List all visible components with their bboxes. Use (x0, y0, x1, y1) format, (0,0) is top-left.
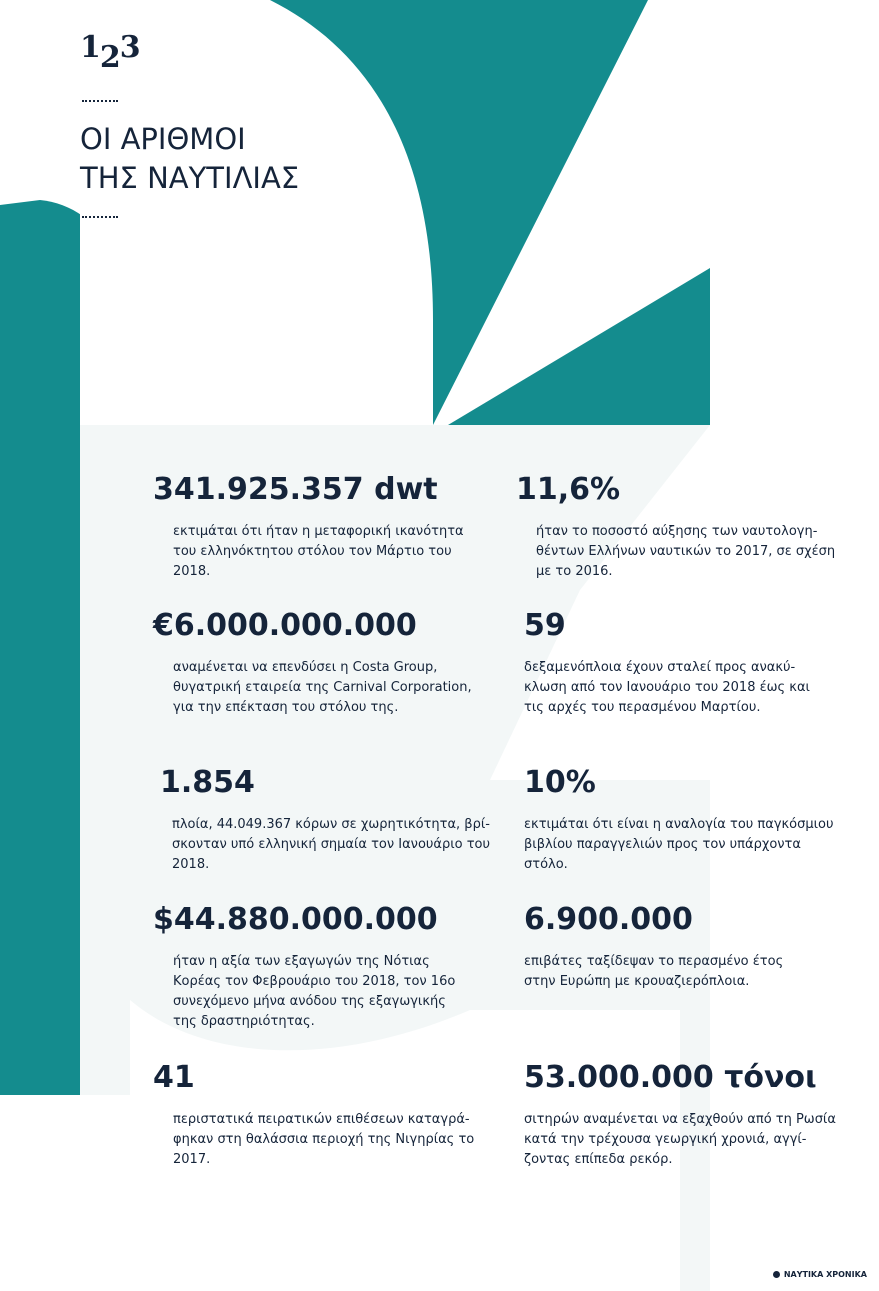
stat-description: σιτηρών αναμένεται να εξαχθούν από τη Ρωσία κατά την τρέχουσα γεωργική χρονιά, αγγί-ζοντας επίπεδα ρεκόρ. (524, 1112, 836, 1167)
page-title (80, 120, 299, 198)
stat-description: περιστατικά πειρατικών επιθέσεων καταγρά-φηκαν στη θαλάσσια περιοχή της Νιγηρίας το 2017. (173, 1112, 475, 1167)
divider-top (82, 100, 118, 102)
publisher-brand (773, 1270, 867, 1279)
stat-value: 1.854 (160, 765, 255, 800)
stat-seafarers-increase (516, 472, 846, 582)
stat-value: 341.925.357 dwt (153, 472, 438, 507)
stat-description: αναμένεται να επενδύσει η Costa Group, θυγατρική εταιρεία της Carnival Corporation, για την επέκταση του στόλου της. (173, 660, 472, 715)
stat-description: δεξαμενόπλοια έχουν σταλεί προς ανακύ-κλωση από τον Ιανουάριο του 2018 έως και τις αρχές του περασμένου Μαρτίου. (524, 660, 810, 715)
stat-tankers-recycled (524, 608, 824, 718)
stat-description: πλοία, 44.049.367 κόρων σε χωρητικότητα, βρί-σκονταν υπό ελληνική σημαία τον Ιανουάριο του 2018. (172, 817, 491, 872)
stat-piracy-incidents (153, 1060, 493, 1170)
brand-dot-icon (773, 1271, 780, 1278)
brand-name: ΝΑΥΤΙΚΑ ΧΡΟΝΙΚΑ (783, 1270, 867, 1279)
stat-russia-grain (524, 1060, 844, 1170)
stat-description: εκτιμάται ότι ήταν η μεταφορική ικανότητα του ελληνόκτητου στόλου τον Μάρτιο του 2018. (173, 524, 464, 579)
stat-description: εκτιμάται ότι είναι η αναλογία του παγκόσμιου βιβλίου παραγγελιών προς τον υπάρχοντα στόλο. (524, 817, 834, 872)
stat-orderbook-ratio (524, 765, 844, 875)
stat-fleet-capacity (153, 472, 473, 582)
divider-bottom (82, 216, 118, 218)
stat-value: 53.000.000 τόνοι (524, 1060, 817, 1095)
title-line-1: ΟΙ ΑΡΙΘΜΟΙ (80, 122, 246, 156)
stat-value: $44.880.000.000 (153, 902, 438, 937)
stat-value: 41 (153, 1060, 195, 1095)
stat-cruise-passengers (524, 902, 814, 992)
stat-description: ήταν το ποσοστό αύξησης των ναυτολογη-θέντων Ελλήνων ναυτικών το 2017, σε σχέση με το 2016. (536, 524, 836, 579)
stat-description: ήταν η αξία των εξαγωγών της Νότιας Κορέας τον Φεβρουάριο του 2018, τον 16ο συνεχόμενο μήνα ανόδου της εξαγωγικής της δραστηριότητας. (173, 954, 456, 1029)
stat-value: 6.900.000 (524, 902, 693, 937)
stat-value: 10% (524, 765, 596, 800)
stat-greek-flag-ships (160, 765, 492, 875)
stat-value: €6.000.000.000 (153, 608, 417, 643)
stat-description: επιβάτες ταξίδεψαν το περασμένο έτος στην Ευρώπη με κρουαζιερόπλοια. (524, 954, 784, 989)
stat-korea-exports (153, 902, 473, 1032)
stat-value: 11,6% (516, 472, 621, 507)
stat-costa-investment (153, 608, 493, 718)
stat-value: 59 (524, 608, 566, 643)
logo-123: 123 (80, 30, 140, 75)
title-line-2: ΤΗΣ ΝΑΥΤΙΛΙΑΣ (80, 161, 300, 195)
